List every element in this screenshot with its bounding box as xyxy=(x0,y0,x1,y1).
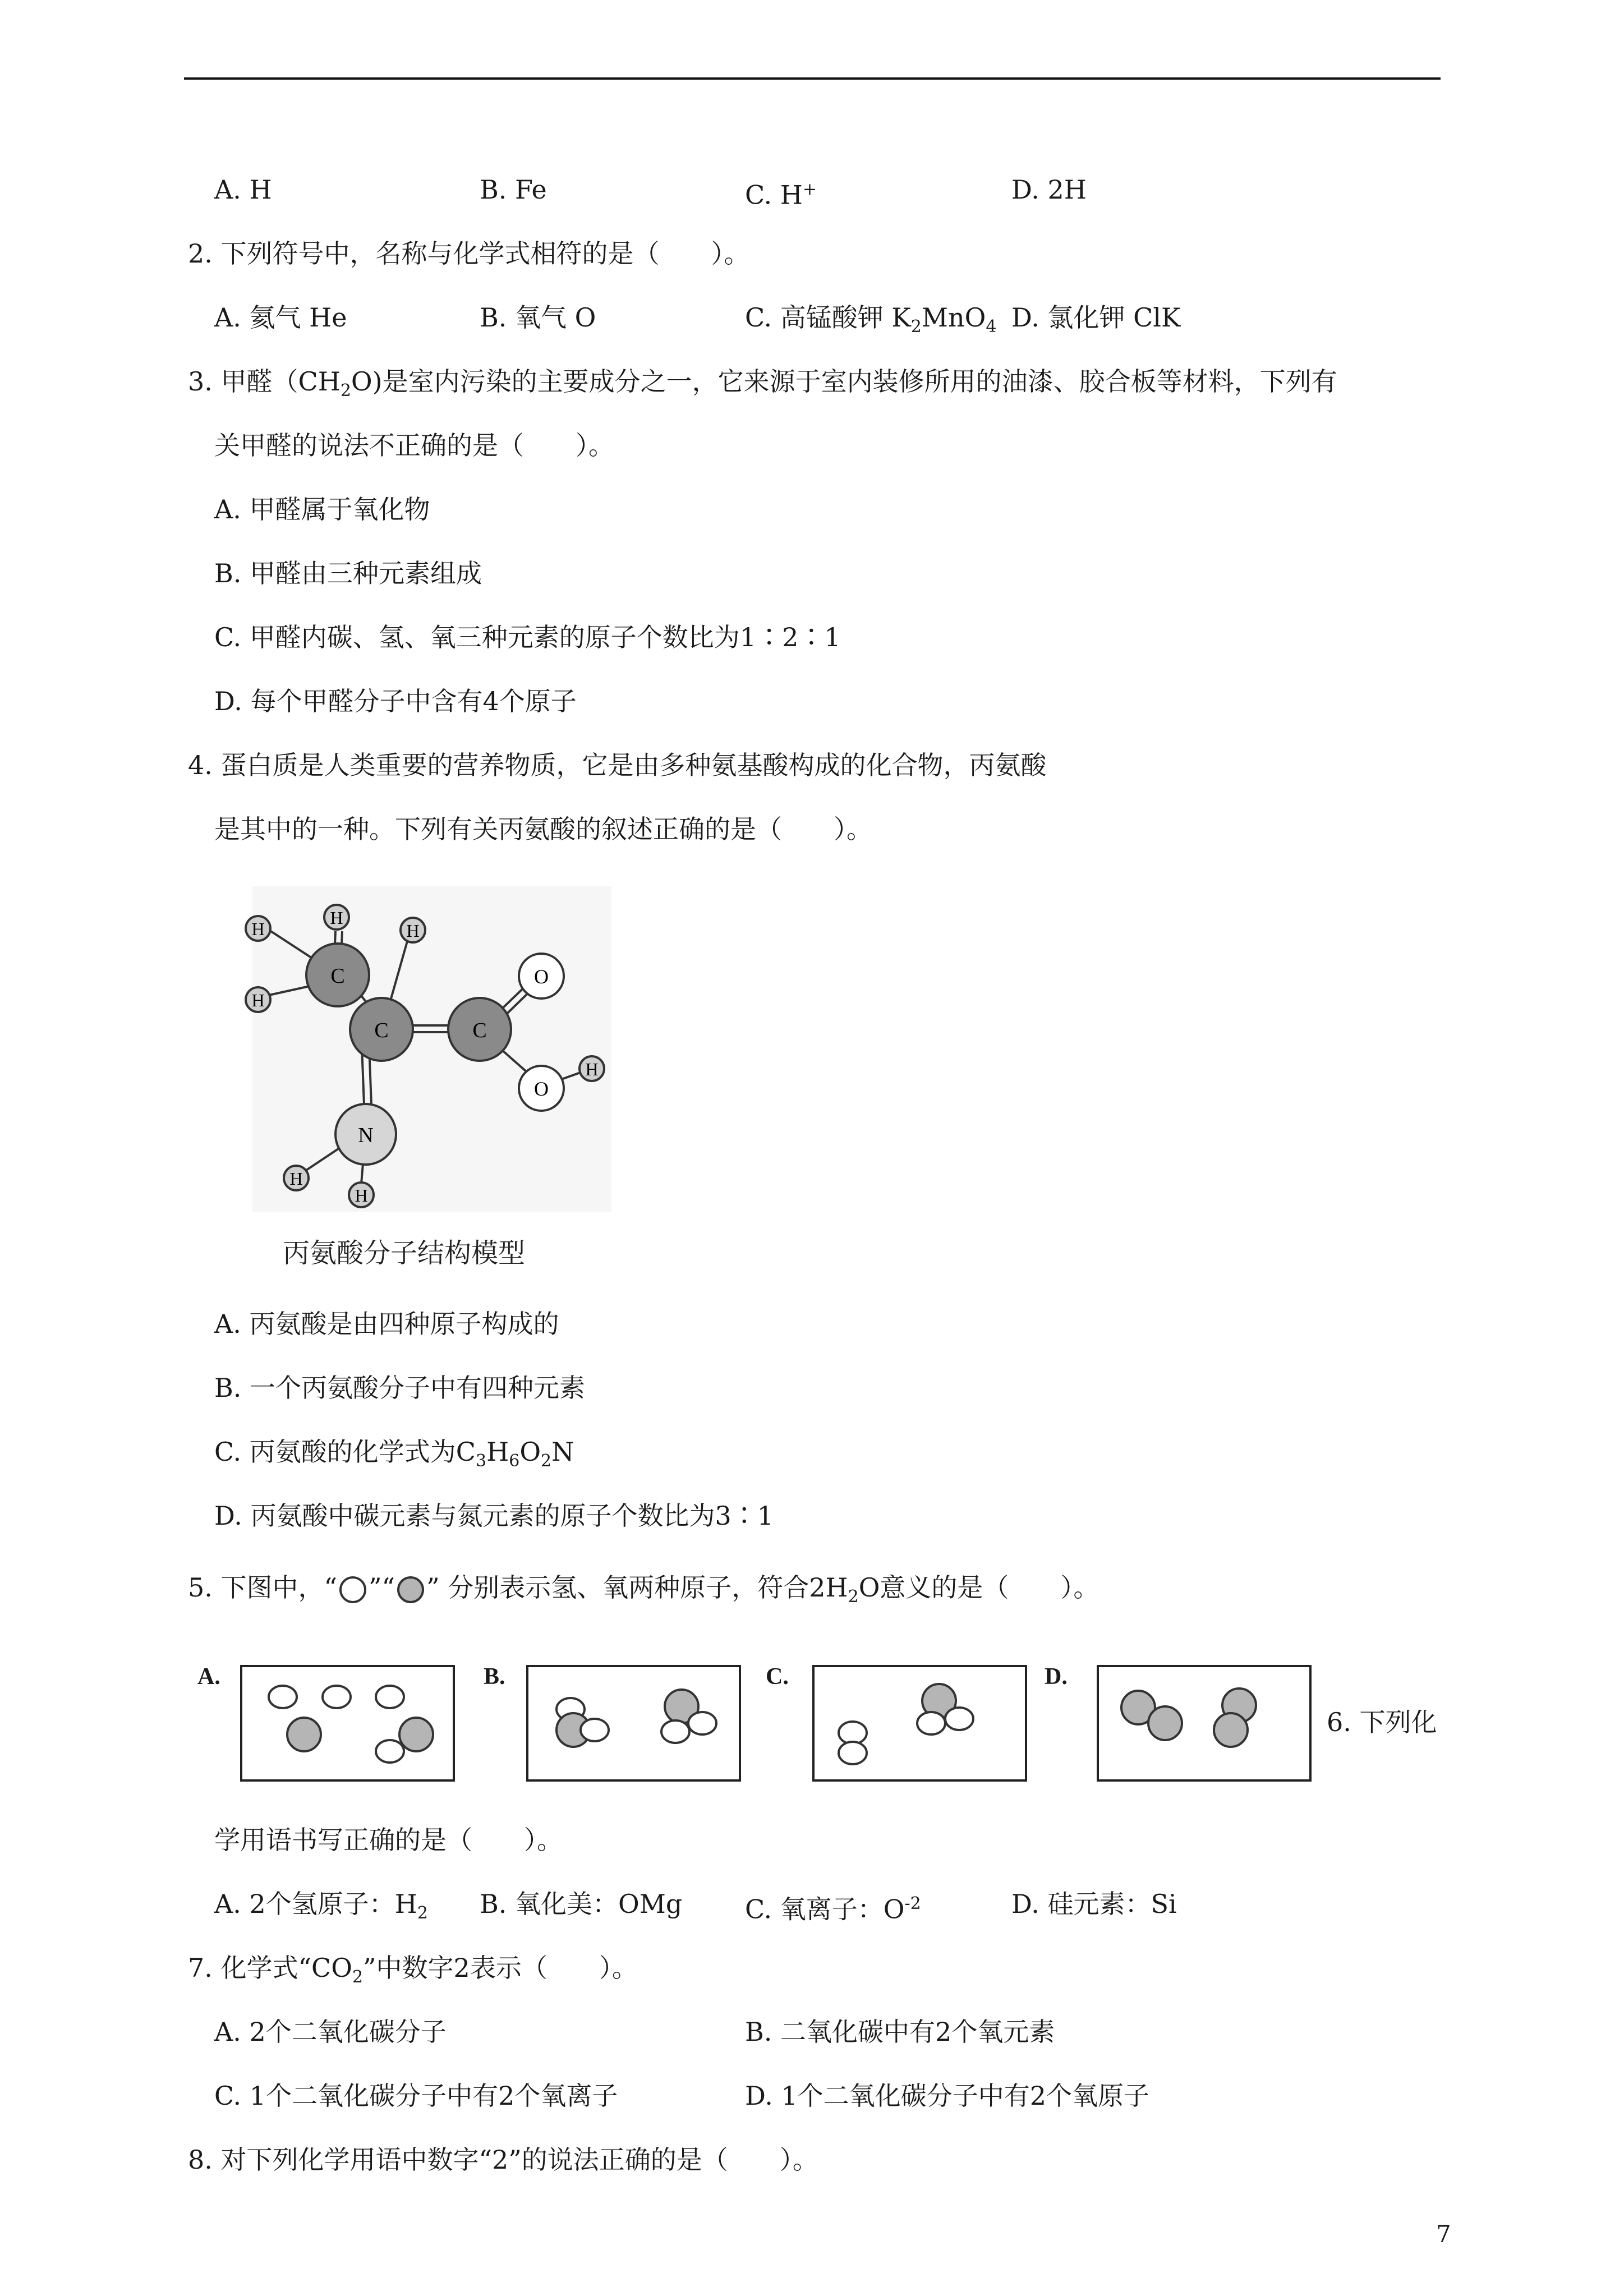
q4-option-c: C. 丙氨酸的化学式为$C_3H_6O_2N$ xyxy=(214,1437,574,1471)
q7-option-d: D. 1个二氧化碳分子中有2个氧原子 xyxy=(745,2081,1150,2111)
q6-option-a: A. 2个氢原子：$H_2$ xyxy=(214,1889,428,1924)
q3-stem-line2: 关甲醛的说法不正确的是（ ）。 xyxy=(214,430,614,461)
hydrogen-atom xyxy=(581,1719,609,1741)
q1-option-d: D. 2H xyxy=(1011,174,1087,205)
q5-option-d-box[interactable] xyxy=(1097,1665,1312,1782)
oxygen-atom xyxy=(1148,1706,1182,1740)
q5-stem: 5. 下图中，“ ”“ ” 分别表示氢、氧两种原子，符合$2H_2O$意义的是（ ）。 xyxy=(188,1572,1099,1607)
q5-label-c: C. xyxy=(766,1664,789,1690)
oxygen-atom xyxy=(287,1718,321,1751)
hydrogen-atom xyxy=(323,1686,351,1708)
hydrogen-atom xyxy=(661,1720,689,1743)
q4-stem-line1: 4. 蛋白质是人类重要的营养物质，它是由多种氨基酸构成的化合物，丙氨酸 xyxy=(188,750,1047,780)
q7-option-a: A. 2个二氧化碳分子 xyxy=(214,2017,447,2047)
atom-label: H xyxy=(289,1168,303,1189)
q3-option-d: D. 每个甲醛分子中含有4个原子 xyxy=(214,686,577,716)
oxygen-legend-icon xyxy=(395,1576,426,1604)
q1-option-c: C. H+ xyxy=(745,180,817,210)
q5-option-a-diagram xyxy=(242,1667,453,1779)
q3-option-b: B. 甲醛由三种元素组成 xyxy=(214,558,482,588)
q2-stem: 2. 下列符号中，名称与化学式相符的是（ ）。 xyxy=(188,238,750,269)
q5-option-a-box[interactable] xyxy=(240,1665,455,1782)
atom-label: H xyxy=(355,1185,368,1205)
q6-stem-line2: 学用语书写正确的是（ ）。 xyxy=(214,1825,563,1855)
hydrogen-atom xyxy=(376,1740,404,1763)
atom-label: N xyxy=(358,1124,374,1147)
q5-option-c-diagram xyxy=(815,1667,1025,1779)
q4-option-d: D. 丙氨酸中碳元素与氮元素的原子个数比为3∶1 xyxy=(214,1501,774,1531)
atom-label: C xyxy=(472,1019,487,1042)
atom-label: H xyxy=(330,908,343,928)
q5-label-a: A. xyxy=(197,1664,220,1690)
hydrogen-atom xyxy=(917,1712,945,1734)
q5-option-b-diagram xyxy=(528,1667,739,1779)
q3-option-a: A. 甲醛属于氧化物 xyxy=(214,494,430,524)
hydrogen-legend-icon xyxy=(337,1576,369,1604)
q3-stem-line1: 3. 甲醛$(CH_2O)$是室内污染的主要成分之一，它来源于室内装修所用的油漆、胶合板等材料，下列有 xyxy=(188,366,1337,401)
q2-option-a: A. 氦气 He xyxy=(214,302,347,333)
hydrogen-atom xyxy=(269,1686,297,1708)
q1-option-b: B. Fe xyxy=(480,174,547,205)
figure-background xyxy=(252,886,611,1212)
q6-option-b: B. 氧化美：OMg xyxy=(480,1889,683,1919)
atom-label: C xyxy=(330,964,345,988)
q4-option-a: A. 丙氨酸是由四种原子构成的 xyxy=(214,1309,559,1339)
q5-label-b: B. xyxy=(484,1664,505,1690)
hydrogen-atom xyxy=(839,1742,867,1764)
page-number: 7 xyxy=(1436,2220,1451,2248)
q1-option-a: A. H xyxy=(214,174,272,205)
atom-label: C xyxy=(374,1019,389,1042)
q5-option-c-box[interactable] xyxy=(812,1665,1027,1782)
header-rule xyxy=(184,77,1441,80)
q5-option-d-diagram xyxy=(1099,1667,1309,1779)
atom-label: H xyxy=(406,921,420,941)
figure-caption: 丙氨酸分子结构模型 xyxy=(282,1237,526,1269)
atom-label: H xyxy=(251,919,265,939)
oxygen-atom xyxy=(399,1718,433,1751)
q6-stem-inline: 6. 下列化 xyxy=(1327,1707,1437,1737)
hydrogen-atom xyxy=(945,1708,973,1730)
q8-stem: 8. 对下列化学用语中数字“2”的说法正确的是（ ）。 xyxy=(188,2145,818,2175)
alanine-model-svg xyxy=(241,875,623,1279)
q4-stem-line2: 是其中的一种。下列有关丙氨酸的叙述正确的是（ ）。 xyxy=(214,814,872,844)
oxygen-atom xyxy=(1214,1713,1248,1747)
q6-option-c: C. 氧离子：$O^{-2}$ xyxy=(745,1894,921,1925)
alanine-model-figure xyxy=(241,875,623,1279)
atom-label: H xyxy=(585,1059,599,1079)
q2-option-c: C. 高锰酸钾 $K_2MnO_4$ xyxy=(745,302,997,337)
q3-option-c: C. 甲醛内碳、氢、氧三种元素的原子个数比为1∶2∶1 xyxy=(214,622,841,652)
q5-option-b-box[interactable] xyxy=(526,1665,741,1782)
q4-option-b: B. 一个丙氨酸分子中有四种元素 xyxy=(214,1373,586,1403)
hydrogen-atom xyxy=(688,1712,716,1734)
q7-option-c: C. 1个二氧化碳分子中有2个氧离子 xyxy=(214,2081,618,2111)
hydrogen-atom xyxy=(376,1686,404,1708)
atom-label: O xyxy=(534,1078,549,1100)
q7-option-b: B. 二氧化碳中有2个氧元素 xyxy=(745,2017,1055,2047)
q5-label-d: D. xyxy=(1045,1664,1068,1690)
q2-option-d: D. 氯化钾 ClK xyxy=(1011,302,1181,333)
q2-option-b: B. 氧气 O xyxy=(480,302,596,333)
atom-label: O xyxy=(534,965,549,988)
q7-stem: 7. 化学式“$CO_2$”中数字2表示（ ）。 xyxy=(188,1953,638,1987)
atom-label: H xyxy=(251,990,265,1010)
q6-option-d: D. 硅元素：Si xyxy=(1011,1889,1177,1919)
